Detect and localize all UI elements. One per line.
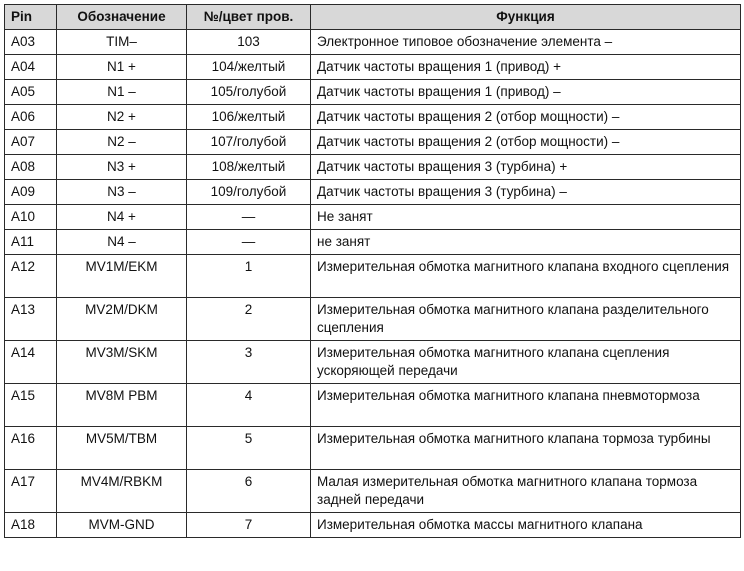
table-row xyxy=(5,427,741,470)
cell-function: Измерительная обмотка массы магнитного клапана xyxy=(311,513,741,538)
table-row xyxy=(5,298,741,341)
cell-function: Не занят xyxy=(311,205,741,230)
table-header-row xyxy=(5,5,741,30)
cell-designation: MV8M PBM xyxy=(57,384,187,427)
cell-wire: 109/голубой xyxy=(187,180,311,205)
cell-wire: 6 xyxy=(187,470,311,513)
cell-function: Датчик частоты вращения 2 (отбор мощности) – xyxy=(311,105,741,130)
cell-pin: A10 xyxy=(5,205,57,230)
cell-wire: 7 xyxy=(187,513,311,538)
cell-pin: A18 xyxy=(5,513,57,538)
cell-function: не занят xyxy=(311,230,741,255)
cell-pin: A09 xyxy=(5,180,57,205)
cell-wire: 5 xyxy=(187,427,311,470)
table-row xyxy=(5,205,741,230)
cell-designation: N2 – xyxy=(57,130,187,155)
cell-wire: 105/голубой xyxy=(187,80,311,105)
cell-pin: A15 xyxy=(5,384,57,427)
cell-designation: N2 + xyxy=(57,105,187,130)
cell-wire: — xyxy=(187,230,311,255)
cell-designation: MV4M/RBKM xyxy=(57,470,187,513)
header-pin: Pin xyxy=(5,5,57,30)
cell-wire: 106/желтый xyxy=(187,105,311,130)
cell-wire: 107/голубой xyxy=(187,130,311,155)
cell-pin: A04 xyxy=(5,55,57,80)
cell-function: Измерительная обмотка магнитного клапана пневмотормоза xyxy=(311,384,741,427)
header-designation: Обозначение xyxy=(57,5,187,30)
table-row xyxy=(5,130,741,155)
cell-function: Датчик частоты вращения 1 (привод) + xyxy=(311,55,741,80)
table-row xyxy=(5,384,741,427)
cell-function: Измерительная обмотка магнитного клапана разделительного сцепления xyxy=(311,298,741,341)
cell-function: Электронное типовое обозначение элемента – xyxy=(311,30,741,55)
cell-designation: N4 – xyxy=(57,230,187,255)
table-row xyxy=(5,55,741,80)
table-row xyxy=(5,30,741,55)
table-row xyxy=(5,155,741,180)
table-row xyxy=(5,105,741,130)
cell-pin: A17 xyxy=(5,470,57,513)
pin-table-container xyxy=(4,4,740,538)
cell-designation: MV1M/EKM xyxy=(57,255,187,298)
cell-pin: A14 xyxy=(5,341,57,384)
header-wire: №/цвет пров. xyxy=(187,5,311,30)
cell-function: Измерительная обмотка магнитного клапана тормоза турбины xyxy=(311,427,741,470)
cell-designation: N1 + xyxy=(57,55,187,80)
cell-function: Датчик частоты вращения 1 (привод) – xyxy=(311,80,741,105)
header-function: Функция xyxy=(311,5,741,30)
cell-designation: TIM– xyxy=(57,30,187,55)
cell-pin: A06 xyxy=(5,105,57,130)
cell-pin: A05 xyxy=(5,80,57,105)
cell-wire: 4 xyxy=(187,384,311,427)
cell-designation: N4 + xyxy=(57,205,187,230)
cell-pin: A08 xyxy=(5,155,57,180)
cell-wire: 104/желтый xyxy=(187,55,311,80)
cell-pin: A11 xyxy=(5,230,57,255)
cell-designation: MV3M/SKM xyxy=(57,341,187,384)
cell-wire: 1 xyxy=(187,255,311,298)
cell-function: Датчик частоты вращения 3 (турбина) + xyxy=(311,155,741,180)
cell-wire: — xyxy=(187,205,311,230)
cell-function: Измерительная обмотка магнитного клапана входного сцепления xyxy=(311,255,741,298)
pin-assignment-table xyxy=(4,4,741,538)
cell-pin: A07 xyxy=(5,130,57,155)
cell-wire: 108/желтый xyxy=(187,155,311,180)
table-row xyxy=(5,255,741,298)
cell-designation: MVM-GND xyxy=(57,513,187,538)
cell-designation: N3 + xyxy=(57,155,187,180)
cell-function: Измерительная обмотка магнитного клапана сцепления ускоряющей передачи xyxy=(311,341,741,384)
cell-pin: A12 xyxy=(5,255,57,298)
cell-wire: 2 xyxy=(187,298,311,341)
cell-function: Малая измерительная обмотка магнитного клапана тормоза задней передачи xyxy=(311,470,741,513)
cell-pin: A03 xyxy=(5,30,57,55)
cell-wire: 3 xyxy=(187,341,311,384)
cell-designation: N1 – xyxy=(57,80,187,105)
cell-pin: A16 xyxy=(5,427,57,470)
table-row xyxy=(5,470,741,513)
cell-wire: 103 xyxy=(187,30,311,55)
cell-designation: N3 – xyxy=(57,180,187,205)
table-row xyxy=(5,513,741,538)
table-row xyxy=(5,80,741,105)
cell-function: Датчик частоты вращения 3 (турбина) – xyxy=(311,180,741,205)
cell-designation: MV5M/TBM xyxy=(57,427,187,470)
cell-designation: MV2M/DKM xyxy=(57,298,187,341)
cell-pin: A13 xyxy=(5,298,57,341)
cell-function: Датчик частоты вращения 2 (отбор мощности) – xyxy=(311,130,741,155)
table-row xyxy=(5,341,741,384)
table-row xyxy=(5,230,741,255)
table-row xyxy=(5,180,741,205)
